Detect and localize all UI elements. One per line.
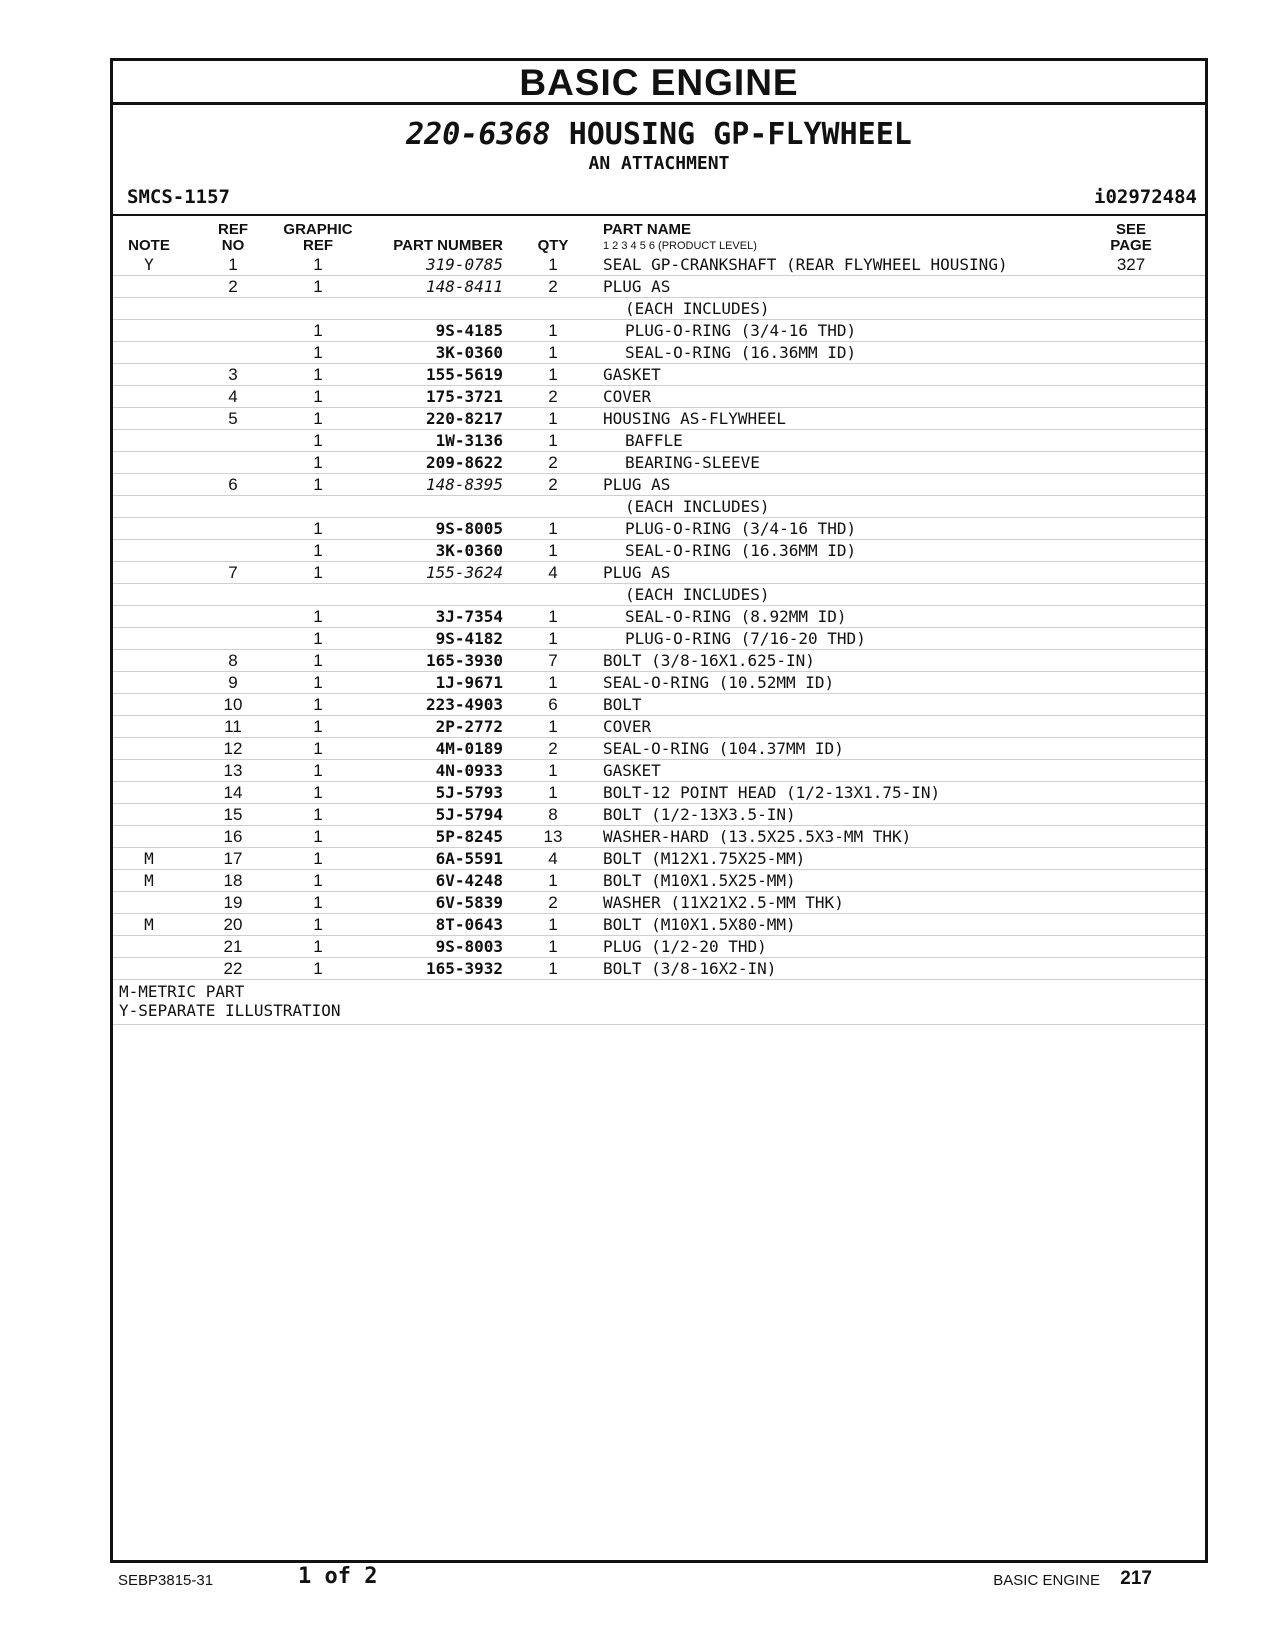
row-ref-no — [208, 298, 258, 320]
row-graphic-ref — [283, 496, 353, 518]
footer-page-of: 1 of 2 — [298, 1564, 378, 1589]
row-ref-no: 2 — [228, 277, 238, 296]
row-qty: 1 — [548, 519, 558, 538]
smcs-code: SMCS-1157 — [127, 186, 230, 208]
row-ref-no: 6 — [228, 475, 238, 494]
row-note — [113, 694, 185, 716]
row-qty: 1 — [548, 937, 558, 956]
row-part-number: 1J-9671 — [435, 673, 503, 692]
row-graphic-ref: 1 — [313, 959, 323, 978]
row-part-name: SEAL GP-CRANKSHAFT (REAR FLYWHEEL HOUSING) — [603, 255, 1008, 274]
row-note — [113, 958, 185, 980]
group-title — [113, 117, 1205, 153]
row-part-number: 319-0785 — [425, 255, 503, 274]
row-graphic-ref: 1 — [313, 871, 323, 890]
row-note — [113, 452, 185, 474]
row-graphic-ref: 1 — [313, 431, 323, 450]
header-part-name: PART NAME 1 2 3 4 5 6 (PRODUCT LEVEL) — [603, 214, 1083, 254]
row-part-number — [373, 584, 503, 606]
row-part-number: 1W-3136 — [435, 431, 503, 450]
row-note — [113, 408, 185, 430]
note-line: M-METRIC PART — [119, 982, 245, 1001]
table-row — [113, 782, 1205, 804]
row-part-number: 4M-0189 — [435, 739, 503, 758]
row-graphic-ref: 1 — [313, 409, 323, 428]
row-see-page — [1103, 958, 1159, 980]
row-qty: 1 — [548, 321, 558, 340]
row-graphic-ref: 1 — [313, 453, 323, 472]
header-qty: QTY — [537, 237, 569, 254]
row-see-page — [1103, 562, 1159, 584]
row-part-name: COVER — [603, 387, 652, 406]
row-qty: 1 — [548, 365, 558, 384]
row-graphic-ref: 1 — [313, 365, 323, 384]
row-part-name: (EACH INCLUDES) — [625, 585, 770, 604]
row-graphic-ref: 1 — [313, 277, 323, 296]
row-part-number: 2P-2772 — [435, 717, 503, 736]
row-ref-no — [208, 540, 258, 562]
row-graphic-ref: 1 — [313, 673, 323, 692]
table-row — [113, 892, 1205, 914]
row-part-name: BOLT (3/8-16X2-IN) — [603, 959, 777, 978]
row-graphic-ref: 1 — [313, 475, 323, 494]
row-part-name: PLUG AS — [603, 475, 671, 494]
group-number: 220-6368 — [406, 117, 551, 152]
row-ref-no: 13 — [223, 761, 243, 780]
row-qty: 1 — [548, 607, 558, 626]
table-row — [113, 694, 1205, 716]
row-note — [113, 892, 185, 914]
row-part-name: (EACH INCLUDES) — [625, 299, 770, 318]
row-part-name: COVER — [603, 717, 652, 736]
row-see-page — [1103, 276, 1159, 298]
row-see-page — [1103, 760, 1159, 782]
row-see-page — [1103, 386, 1159, 408]
footer-page-number: 217 — [1120, 1568, 1152, 1589]
row-part-name: BOLT (M10X1.5X25-MM) — [603, 871, 796, 890]
row-part-number: 223-4903 — [425, 695, 503, 714]
row-graphic-ref: 1 — [313, 255, 323, 274]
row-qty: 1 — [548, 871, 558, 890]
table-row — [113, 518, 1205, 540]
row-see-page — [1103, 518, 1159, 540]
row-note — [113, 738, 185, 760]
row-qty: 8 — [548, 805, 558, 824]
row-part-number: 8T-0643 — [435, 915, 503, 934]
row-graphic-ref — [283, 298, 353, 320]
row-part-number: 165-3932 — [425, 959, 503, 978]
row-graphic-ref — [283, 584, 353, 606]
row-part-number: 9S-4185 — [435, 321, 503, 340]
row-part-number: 5J-5794 — [435, 805, 503, 824]
row-part-name: BOLT — [603, 695, 642, 714]
row-ref-no: 22 — [223, 959, 243, 978]
row-note — [113, 826, 185, 848]
row-qty: 4 — [548, 849, 558, 868]
row-qty — [533, 584, 573, 606]
row-note — [113, 562, 185, 584]
row-graphic-ref: 1 — [313, 343, 323, 362]
row-part-name: WASHER-HARD (13.5X25.5X3-MM THK) — [603, 827, 912, 846]
row-part-name: PLUG-O-RING (3/4-16 THD) — [625, 321, 857, 340]
row-ref-no: 12 — [223, 739, 243, 758]
row-qty: 2 — [548, 453, 558, 472]
row-see-page — [1103, 892, 1159, 914]
row-see-page — [1103, 672, 1159, 694]
footer-section: BASIC ENGINE — [993, 1572, 1100, 1589]
row-qty: 1 — [548, 717, 558, 736]
row-part-number: 175-3721 — [425, 387, 503, 406]
row-see-page — [1103, 782, 1159, 804]
row-qty — [533, 496, 573, 518]
row-part-number: 9S-4182 — [435, 629, 503, 648]
row-ref-no: 4 — [228, 387, 238, 406]
row-note — [113, 386, 185, 408]
row-part-number: 5J-5793 — [435, 783, 503, 802]
header-see-page: SEE PAGE — [1110, 221, 1152, 254]
row-part-name: PLUG-O-RING (7/16-20 THD) — [625, 629, 866, 648]
table-row — [113, 628, 1205, 650]
row-note — [113, 628, 185, 650]
row-qty: 1 — [548, 761, 558, 780]
row-part-name: (EACH INCLUDES) — [625, 497, 770, 516]
row-part-number: 155-5619 — [425, 365, 503, 384]
row-part-number: 5P-8245 — [435, 827, 503, 846]
table-row — [113, 738, 1205, 760]
document-ident: i02972484 — [1094, 186, 1197, 208]
row-note: M — [144, 915, 154, 934]
row-part-number: 148-8395 — [425, 475, 503, 494]
table-row — [113, 474, 1205, 496]
row-qty: 1 — [548, 541, 558, 560]
row-part-name: HOUSING AS-FLYWHEEL — [603, 409, 787, 428]
row-part-number — [373, 298, 503, 320]
header-part-number: PART NUMBER — [393, 237, 503, 254]
header-note: NOTE — [128, 237, 170, 254]
row-graphic-ref: 1 — [313, 717, 323, 736]
row-graphic-ref: 1 — [313, 387, 323, 406]
row-ref-no: 18 — [223, 871, 243, 890]
table-row — [113, 672, 1205, 694]
row-see-page — [1103, 452, 1159, 474]
row-part-name: BAFFLE — [625, 431, 683, 450]
row-part-number: 3J-7354 — [435, 607, 503, 626]
row-qty: 2 — [548, 739, 558, 758]
row-qty: 1 — [548, 255, 558, 274]
table-row — [113, 408, 1205, 430]
row-qty — [533, 298, 573, 320]
row-ref-no — [208, 342, 258, 364]
row-graphic-ref: 1 — [313, 607, 323, 626]
table-row — [113, 364, 1205, 386]
table-row — [113, 342, 1205, 364]
row-graphic-ref: 1 — [313, 915, 323, 934]
row-see-page — [1103, 914, 1159, 936]
row-see-page — [1103, 496, 1159, 518]
row-part-name: GASKET — [603, 761, 661, 780]
row-ref-no: 20 — [223, 915, 243, 934]
row-part-name: BOLT (M10X1.5X80-MM) — [603, 915, 796, 934]
row-note — [113, 936, 185, 958]
row-note — [113, 782, 185, 804]
row-see-page — [1103, 826, 1159, 848]
row-see-page — [1103, 628, 1159, 650]
row-note: M — [144, 849, 154, 868]
table-row — [113, 760, 1205, 782]
row-graphic-ref: 1 — [313, 651, 323, 670]
row-ref-no: 21 — [223, 937, 243, 956]
row-part-number: 165-3930 — [425, 651, 503, 670]
row-see-page — [1103, 540, 1159, 562]
parts-table — [113, 254, 1205, 1025]
row-note: M — [144, 871, 154, 890]
table-row — [113, 320, 1205, 342]
table-row — [113, 584, 1205, 606]
row-part-name: PLUG (1/2-20 THD) — [603, 937, 767, 956]
table-row — [113, 650, 1205, 672]
row-part-name: SEAL-O-RING (8.92MM ID) — [625, 607, 847, 626]
note-line: Y-SEPARATE ILLUSTRATION — [119, 1001, 341, 1020]
row-graphic-ref: 1 — [313, 805, 323, 824]
row-part-name: PLUG AS — [603, 563, 671, 582]
row-ref-no: 3 — [228, 365, 238, 384]
row-note — [113, 342, 185, 364]
row-part-number — [373, 496, 503, 518]
row-graphic-ref: 1 — [313, 519, 323, 538]
row-part-name: BOLT (3/8-16X1.625-IN) — [603, 651, 815, 670]
row-see-page — [1103, 650, 1159, 672]
row-graphic-ref: 1 — [313, 541, 323, 560]
row-note — [113, 804, 185, 826]
row-note — [113, 320, 185, 342]
row-part-number: 209-8622 — [425, 453, 503, 472]
row-ref-no — [208, 452, 258, 474]
row-graphic-ref: 1 — [313, 563, 323, 582]
row-part-name: SEAL-O-RING (16.36MM ID) — [625, 541, 857, 560]
row-part-name: SEAL-O-RING (104.37MM ID) — [603, 739, 844, 758]
row-graphic-ref: 1 — [313, 783, 323, 802]
row-note — [113, 760, 185, 782]
row-note — [113, 716, 185, 738]
row-ref-no: 11 — [224, 717, 242, 736]
row-qty: 1 — [548, 431, 558, 450]
row-note — [113, 474, 185, 496]
product-level-scale: 1 2 3 4 5 6 (PRODUCT LEVEL) — [603, 240, 757, 252]
row-ref-no — [208, 584, 258, 606]
row-qty: 1 — [548, 409, 558, 428]
row-qty: 6 — [548, 695, 558, 714]
row-qty: 7 — [548, 651, 558, 670]
row-qty: 2 — [548, 277, 558, 296]
row-qty: 2 — [548, 475, 558, 494]
row-note: Y — [144, 255, 154, 274]
row-part-number: 148-8411 — [425, 277, 503, 296]
row-see-page — [1103, 804, 1159, 826]
row-qty: 1 — [548, 959, 558, 978]
row-graphic-ref: 1 — [313, 849, 323, 868]
table-row — [113, 276, 1205, 298]
row-see-page — [1103, 936, 1159, 958]
row-part-name: GASKET — [603, 365, 661, 384]
row-part-name: BEARING-SLEEVE — [625, 453, 760, 472]
row-see-page — [1103, 320, 1159, 342]
table-row — [113, 430, 1205, 452]
row-part-number: 4N-0933 — [435, 761, 503, 780]
row-part-name: SEAL-O-RING (10.52MM ID) — [603, 673, 835, 692]
row-qty: 1 — [548, 673, 558, 692]
row-graphic-ref: 1 — [313, 937, 323, 956]
table-row — [113, 298, 1205, 320]
page-frame — [110, 58, 1208, 1563]
row-see-page — [1103, 430, 1159, 452]
row-qty: 1 — [548, 343, 558, 362]
table-row — [113, 716, 1205, 738]
row-part-number: 6V-4248 — [435, 871, 503, 890]
row-part-name: WASHER (11X21X2.5-MM THK) — [603, 893, 844, 912]
row-ref-no: 8 — [228, 651, 238, 670]
row-qty: 1 — [548, 629, 558, 648]
row-part-name: PLUG-O-RING (3/4-16 THD) — [625, 519, 857, 538]
table-row — [113, 496, 1205, 518]
row-see-page — [1103, 870, 1159, 892]
row-see-page — [1103, 606, 1159, 628]
table-row — [113, 562, 1205, 584]
row-see-page — [1103, 298, 1159, 320]
table-row — [113, 254, 1205, 276]
row-note — [113, 430, 185, 452]
row-see-page — [1103, 694, 1159, 716]
row-note — [113, 276, 185, 298]
row-see-page — [1103, 848, 1159, 870]
row-ref-no: 14 — [223, 783, 243, 802]
row-ref-no: 15 — [223, 805, 243, 824]
row-graphic-ref: 1 — [313, 695, 323, 714]
row-part-number: 220-8217 — [425, 409, 503, 428]
row-note — [113, 672, 185, 694]
table-row — [113, 826, 1205, 848]
table-row — [113, 958, 1205, 980]
row-ref-no — [208, 430, 258, 452]
row-ref-no — [208, 518, 258, 540]
row-see-page — [1103, 474, 1159, 496]
row-ref-no: 10 — [223, 695, 243, 714]
table-row — [113, 848, 1205, 870]
row-note — [113, 606, 185, 628]
row-ref-no — [208, 320, 258, 342]
row-ref-no: 1 — [228, 255, 238, 274]
row-note — [113, 540, 185, 562]
row-see-page — [1103, 342, 1159, 364]
table-row — [113, 914, 1205, 936]
row-part-name: BOLT-12 POINT HEAD (1/2-13X1.75-IN) — [603, 783, 941, 802]
row-qty: 4 — [548, 563, 558, 582]
table-row — [113, 870, 1205, 892]
row-ref-no: 7 — [228, 563, 238, 582]
row-ref-no: 5 — [228, 409, 238, 428]
group-subtitle: AN ATTACHMENT — [588, 153, 730, 174]
row-part-name: PLUG AS — [603, 277, 671, 296]
row-ref-no: 17 — [223, 849, 243, 868]
row-part-number: 3K-0360 — [435, 343, 503, 362]
row-graphic-ref: 1 — [313, 761, 323, 780]
table-row — [113, 606, 1205, 628]
row-graphic-ref: 1 — [313, 827, 323, 846]
row-qty: 2 — [548, 893, 558, 912]
row-note — [113, 518, 185, 540]
row-part-number: 9S-8005 — [435, 519, 503, 538]
table-row — [113, 540, 1205, 562]
row-qty: 1 — [548, 915, 558, 934]
row-see-page — [1103, 364, 1159, 386]
row-note — [113, 650, 185, 672]
row-see-page: 327 — [1116, 255, 1146, 274]
row-part-number: 6V-5839 — [435, 893, 503, 912]
row-see-page — [1103, 584, 1159, 606]
header-ref-no: REF NO — [218, 221, 248, 254]
table-row — [113, 452, 1205, 474]
table-row — [113, 386, 1205, 408]
row-part-name: SEAL-O-RING (16.36MM ID) — [625, 343, 857, 362]
footer-doc-number: SEBP3815-31 — [118, 1572, 214, 1589]
row-ref-no: 19 — [223, 893, 243, 912]
row-note — [113, 298, 185, 320]
row-part-name: BOLT (M12X1.75X25-MM) — [603, 849, 806, 868]
row-ref-no — [208, 628, 258, 650]
row-ref-no: 16 — [223, 827, 243, 846]
row-part-number: 6A-5591 — [435, 849, 503, 868]
row-part-name: BOLT (1/2-13X3.5-IN) — [603, 805, 796, 824]
row-qty: 1 — [548, 783, 558, 802]
row-qty: 2 — [548, 387, 558, 406]
row-note — [113, 496, 185, 518]
row-part-number: 155-3624 — [425, 563, 503, 582]
table-row — [113, 804, 1205, 826]
row-ref-no — [208, 606, 258, 628]
row-see-page — [1103, 716, 1159, 738]
row-part-number: 3K-0360 — [435, 541, 503, 560]
row-graphic-ref: 1 — [313, 321, 323, 340]
row-see-page — [1103, 738, 1159, 760]
row-graphic-ref: 1 — [313, 629, 323, 648]
group-name: HOUSING GP-FLYWHEEL — [568, 117, 912, 152]
table-row — [113, 936, 1205, 958]
row-see-page — [1103, 408, 1159, 430]
row-part-number: 9S-8003 — [435, 937, 503, 956]
row-ref-no: 9 — [228, 673, 238, 692]
row-graphic-ref: 1 — [313, 893, 323, 912]
row-note — [113, 584, 185, 606]
row-qty: 13 — [543, 827, 563, 846]
row-graphic-ref: 1 — [313, 739, 323, 758]
row-note — [113, 364, 185, 386]
notes-legend — [113, 980, 1205, 1025]
row-ref-no — [208, 496, 258, 518]
section-title: BASIC ENGINE — [113, 61, 1205, 105]
header-graphic-ref: GRAPHIC REF — [283, 221, 353, 254]
